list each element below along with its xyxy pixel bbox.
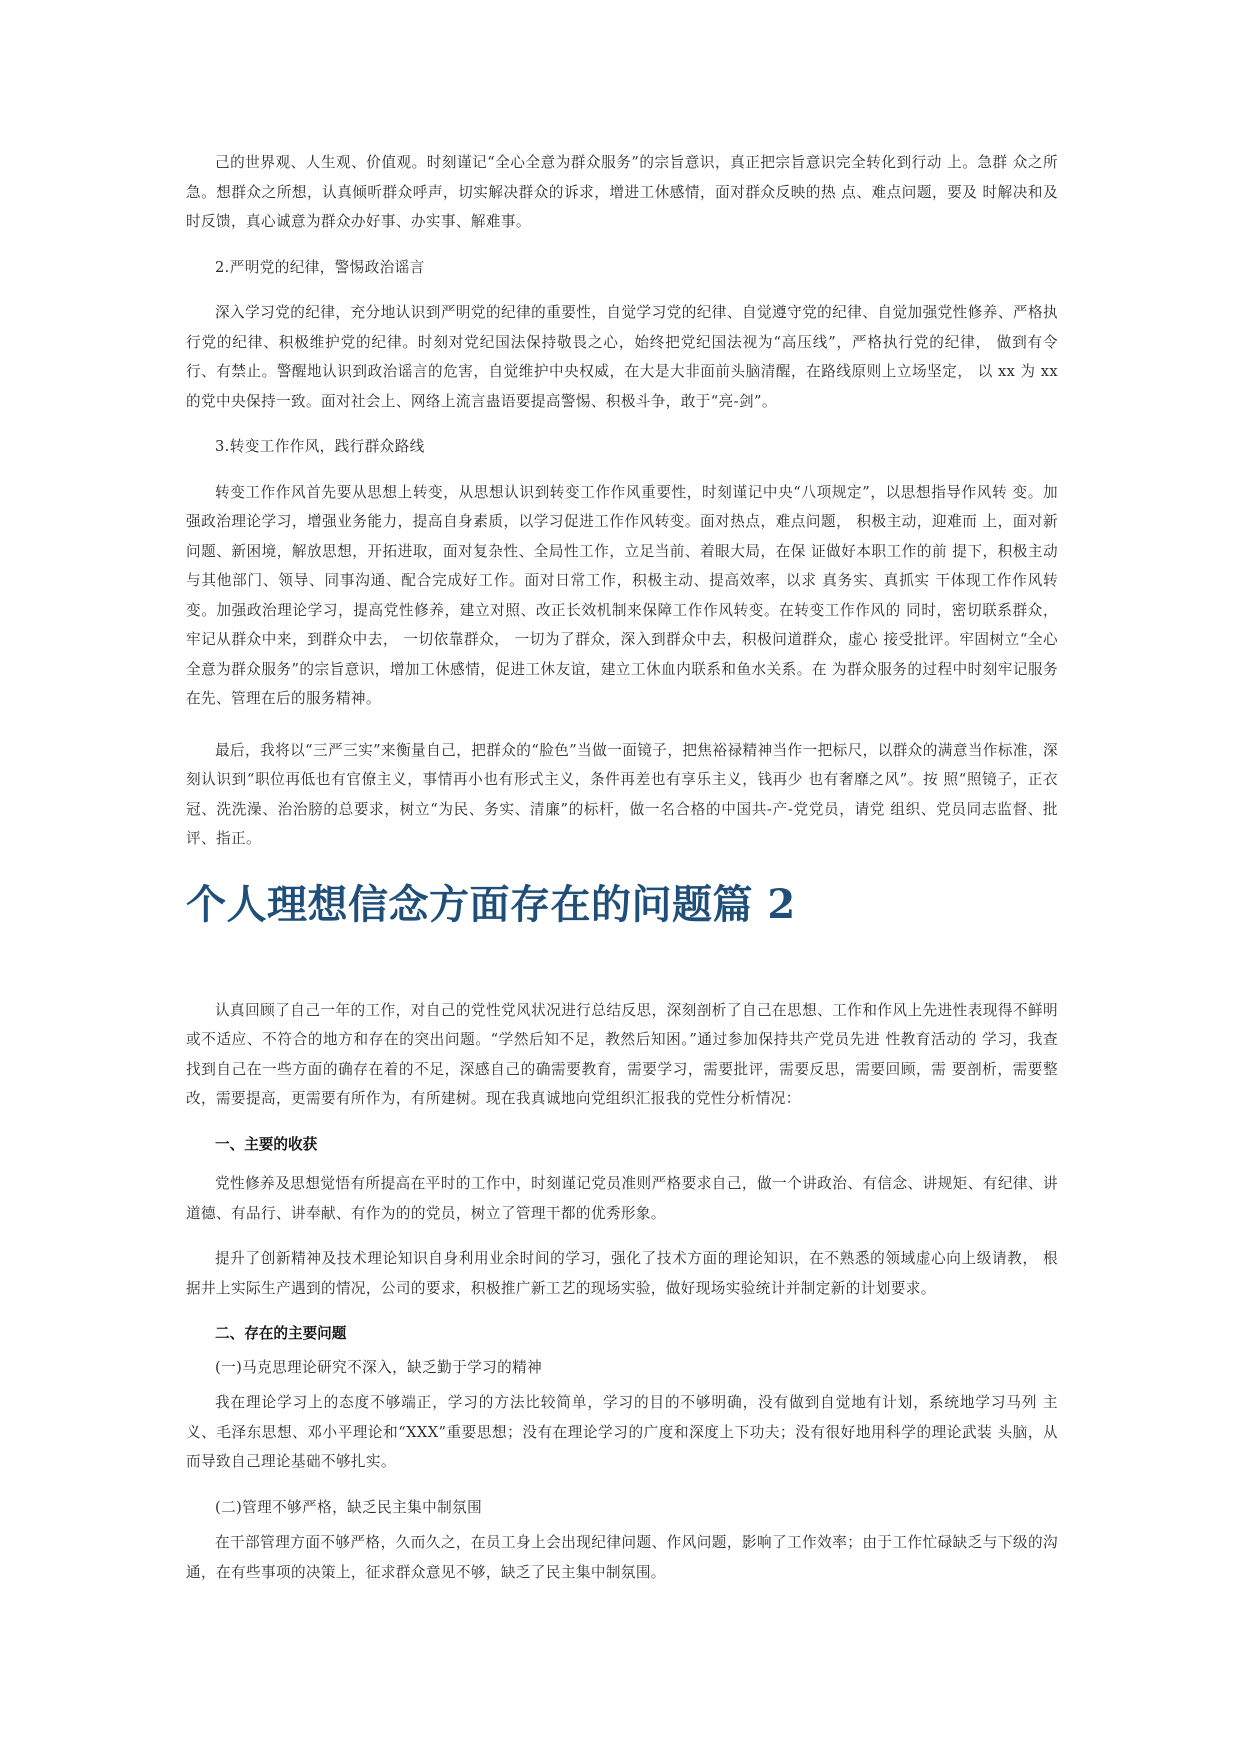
paragraph-management: 在干部管理方面不够严格，久而久之，在员工身上会出现纪律问题、作风问题，影响了工作效率；由于工作忙碌缺乏与下级的沟通，在有些事项的决策上，征求群众意见不够，缺乏了民主集中制氛围。	[186, 1534, 1058, 1581]
paragraph-intro: 认真回顾了自己一年的工作，对自己的党性党风状况进行总结反思，深刻剖析了自己在思想、工作和作风上先进性表现得不鲜明或不适应、不符合的地方和存在的突出问题。“学然后知不足，教然后知困。”通过参加保持共产党员先进 性教育活动的 学习，我查找到自己在一些方面的确存在着的不足，深感自己的确需要教育，需要学习，需要批评，需要反思，需要回顾，需 要剖析，需要整改，需要提高，更需要有所作为，有所建树。现在我真诚地向党组织汇报我的党性分析情况：	[186, 1001, 1058, 1107]
document-body	[186, 148, 1058, 1603]
subheading-management: (二)管理不够严格，缺乏民主集中制氛围	[215, 1498, 483, 1516]
paragraph-gain-innovation: 提升了创新精神及技术理论知识自身利用业余时间的学习，强化了技术方面的理论知识，在不熟悉的领域虚心向上级请教， 根据井上实际生产遇到的情况，公司的要求，积极推广新工艺的现场实验，做好现场实验统计并制定新的计划要求。	[186, 1250, 1058, 1297]
subheading-theory-study: (一)马克思理论研究不深入，缺乏勤于学习的精神	[215, 1358, 543, 1376]
heading-main-problems: 二、存在的主要问题	[215, 1325, 347, 1342]
paragraph-party-discipline: 深入学习党的纪律，充分地认识到严明党的纪律的重要性，自觉学习党的纪律、自觉遵守党的纪律、自觉加强党性修养、严格执行党的纪律、积极维护党的纪律。时刻对党纪国法保持敬畏之心，始终把党纪国法视为“高压线”，严格执行党的纪律， 做到有令行、有禁止。警醒地认识到政治谣言的危害，自觉维护中央权威，在大是大非面前头脑清醒，在路线原则上立场坚定， 以 xx 为 xx 的党中央保持一致。面对社会上、网络上流言蛊语要提高警惕、积极斗争，敢于“亮-剑”。	[186, 304, 1058, 410]
heading-main-gains: 一、主要的收获	[215, 1135, 318, 1153]
paragraph-work-style: 转变工作作风首先要从思想上转变，从思想认识到转变工作作风重要性，时刻谨记中央“八项规定”，以思想指导作风转 变。加强政治理论学习，增强业务能力，提高自身素质，以学习促进工作作风转变。面对热点，难点问题， 积极主动，迎难而 上，面对新问题、新困境，解放思想，开拓进取，面对复杂性、全局性工作，立足当前、着眼大局，在保 证做好本职工作的前 提下，积极主动与其他部门、领导、同事沟通、配合完成好工作。面对日常工作，积极主动、提高效率，以求 真务实、真抓实 干体现工作作风转变。加强政治理论学习，提高党性修养，建立对照、改正长效机制来保障工作作风转变。在转变工作作风的 同时，密切联系群众，牢记从群众中来，到群众中去， 一切依靠群众， 一切为了群众，深入到群众中去，积极问道群众，虚心 接受批评。牢固树立“全心全意为群众服务”的宗旨意识，增加工休感情，促进工休友谊，建立工休血内联系和鱼水关系。在 为群众服务的过程中时刻牢记服务在先、管理在后的服务精神。	[186, 483, 1058, 707]
paragraph-theory-study: 我在理论学习上的态度不够端正，学习的方法比较简单，学习的目的不够明确，没有做到自觉地有计划，系统地学习马列 主义、毛泽东思想、邓小平理论和“XXX”重要思想；没有在理论学习的广度和深度上下功夫；没有很好地用科学的理论武装 头脑，从而导致自己理论基础不够扎实。	[186, 1394, 1058, 1470]
subheading-work-style: 3.转变工作作风，践行群众路线	[215, 438, 425, 455]
paragraph-worldview: 己的世界观、人生观、价值观。时刻谨记“全心全意为群众服务”的宗旨意识，真正把宗旨意识完全转化到行动 上。急群 众之所急。想群众之所想，认真倾听群众呼声，切实解决群众的诉求，增进工休感情，面对群众反映的热 点、难点问题，要及 时解决和及时反馈，真心诚意为群众办好事、办实事、解难事。	[186, 154, 1058, 230]
section-title: 个人理想信念方面存在的问题篇 2	[186, 880, 796, 928]
subheading-party-discipline: 2.严明党的纪律，警惕政治谣言	[215, 258, 425, 276]
paragraph-gain-party-spirit: 党性修养及思想觉悟有所提高在平时的工作中，时刻谨记党员准则严格要求自己，做一个讲政治、有信念、讲规矩、有纪律、讲道德、有品行、讲奉献、有作为的的党员，树立了管理干都的优秀形象。	[186, 1175, 1058, 1222]
paragraph-conclusion: 最后，我将以“三严三实”来衡量自己，把群众的“脸色”当做一面镜子，把焦裕禄精神当作一把标尺，以群众的满意当作标准，深刻认识到“职位再低也有官僚主义，事情再小也有形式主义，条件再差也有享乐主义，钱再少 也有奢靡之风”。按 照“照镜子，正衣冠、洗洗澡、治治膀的总要求，树立“为民、务实、清廉”的标杆，做一名合格的中国共-产-党党员，请党 组织、党员同志监督、批评、指正。	[186, 741, 1058, 847]
